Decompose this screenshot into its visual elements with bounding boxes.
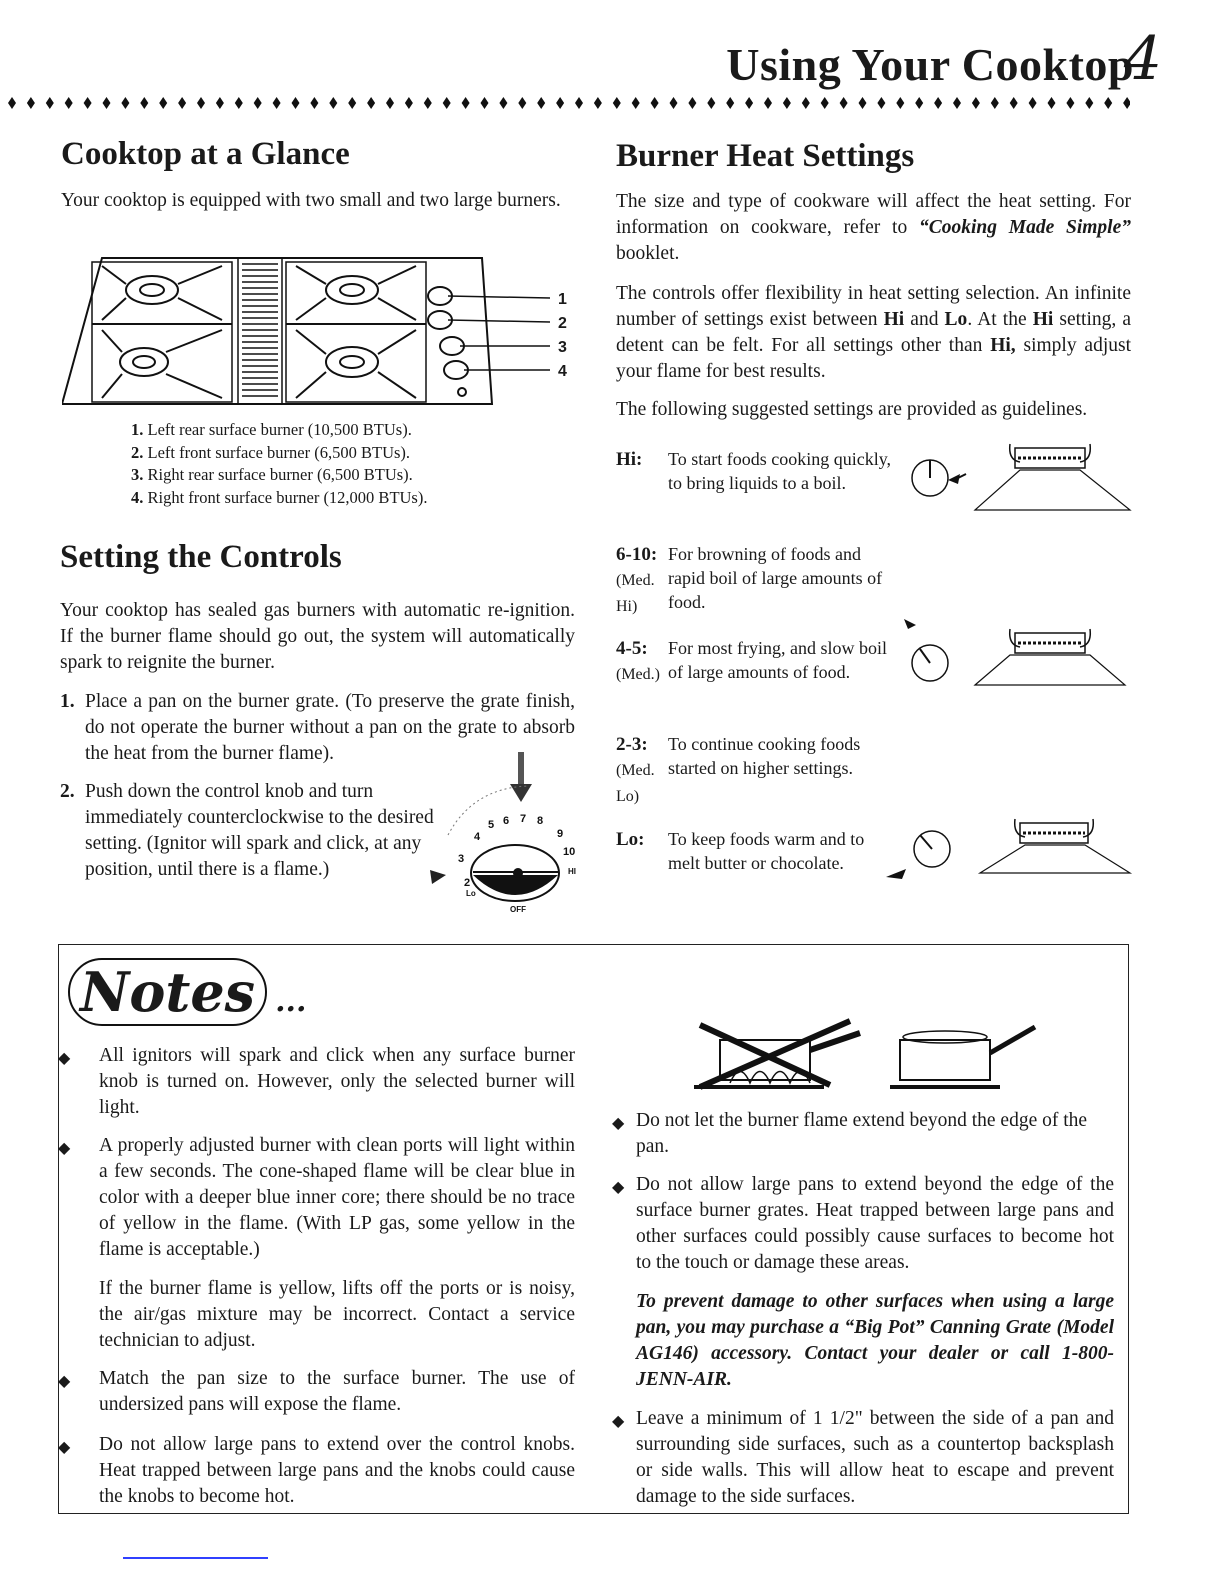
diamond-mark [896, 97, 904, 109]
diamond-mark [934, 97, 942, 109]
knob-number: 6 [503, 815, 510, 827]
diamond-mark [84, 97, 92, 109]
diamond-mark [594, 97, 602, 109]
page-title: Using Your Cooktop [726, 39, 1134, 90]
controls-intro: Your cooktop has sealed gas burners with automatic re-ignition. If the burner flame should go out, the system will automatically spark to reignite the burner. [60, 600, 575, 673]
knob-number: 4 [474, 831, 481, 843]
diamond-mark [651, 97, 659, 109]
diamond-mark [537, 97, 545, 109]
diamond-mark [632, 97, 640, 109]
diamond-mark [254, 97, 262, 109]
diamond-mark [235, 97, 243, 109]
knob-number: 7 [520, 813, 527, 825]
heat-para-3: The following suggested settings are provided as guidelines. [616, 399, 1088, 420]
diamond-mark [46, 97, 54, 109]
diamond-mark [1010, 97, 1018, 109]
diamond-mark [953, 97, 961, 109]
diamond-mark [140, 97, 148, 109]
diamond-mark [8, 97, 16, 109]
knob-hi-label: HI [568, 867, 576, 876]
diamond-mark [329, 97, 337, 109]
lo-setting-illustration [880, 815, 1140, 895]
diamond-mark [877, 97, 885, 109]
pan-size-illustration [690, 1015, 1040, 1095]
cooktop-diagram [62, 254, 582, 412]
knob-number: 3 [458, 853, 465, 865]
diamond-mark [1085, 97, 1093, 109]
footer-rule [123, 1557, 268, 1559]
diamond-mark [915, 97, 923, 109]
diamond-mark [405, 97, 413, 109]
section-heading-heat: Burner Heat Settings [616, 138, 915, 174]
diamond-mark [443, 97, 451, 109]
knob-number: 8 [537, 815, 544, 827]
diamond-mark [613, 97, 621, 109]
diamond-mark [972, 97, 980, 109]
diamond-mark [707, 97, 715, 109]
notes-title: Notes ... [68, 960, 306, 1024]
diamond-mark [802, 97, 810, 109]
diamond-mark [27, 97, 35, 109]
diamond-mark [121, 97, 129, 109]
diamond-mark [745, 97, 753, 109]
heat-para-2: The controls offer flexibility in heat setting selection. An infinite number of settings exist between Hi and Lo. At the Hi setting, a detent can be felt. For all settings other than Hi, simply adjust your flame for best results. [616, 283, 1131, 382]
knob-off-label: OFF [510, 905, 526, 914]
page-number: 4 [1123, 24, 1162, 94]
diamond-mark [1104, 97, 1112, 109]
diamond-mark [688, 97, 696, 109]
diamond-mark [556, 97, 564, 109]
knob-number: 5 [488, 819, 495, 831]
diamond-rule [6, 93, 1130, 113]
callout-1: 1 [558, 291, 567, 308]
diamond-mark [840, 97, 848, 109]
diamond-mark [1123, 97, 1130, 109]
diamond-mark [991, 97, 999, 109]
diamond-mark [273, 97, 281, 109]
callout-3: 3 [558, 339, 567, 356]
diamond-mark [292, 97, 300, 109]
callout-2: 2 [558, 315, 567, 332]
diamond-mark [575, 97, 583, 109]
diamond-mark [462, 97, 470, 109]
diamond-mark [764, 97, 772, 109]
diamond-mark [159, 97, 167, 109]
diamond-mark [518, 97, 526, 109]
diamond-mark [216, 97, 224, 109]
heat-para-1: The size and type of cookware will affect the heat setting. For information on cookware, refer to “Cooking Made Simple” booklet. [616, 191, 1131, 264]
diamond-mark [1048, 97, 1056, 109]
diamond-mark [103, 97, 111, 109]
knob-number: 2 [464, 877, 471, 889]
diamond-mark [821, 97, 829, 109]
diamond-mark [310, 97, 318, 109]
diamond-mark [1029, 97, 1037, 109]
burner-legend [131, 419, 561, 509]
diamond-mark [859, 97, 867, 109]
section-heading-controls: Setting the Controls [60, 539, 342, 575]
diamond-mark [481, 97, 489, 109]
glance-intro: Your cooktop is equipped with two small and two large burners. [61, 190, 561, 211]
diamond-mark [178, 97, 186, 109]
diamond-mark [499, 97, 507, 109]
legend-item: 4. Right front surface burner (12,000 BTUs). [131, 487, 428, 507]
diamond-mark [726, 97, 734, 109]
callout-4: 4 [558, 363, 567, 380]
med-setting-illustration [900, 615, 1140, 695]
legend-item: 2. Left front surface burner (6,500 BTUs). [131, 442, 411, 462]
diamond-mark [197, 97, 205, 109]
diamond-mark [670, 97, 678, 109]
control-knob-diagram [418, 740, 588, 915]
knob-number: 10 [563, 846, 576, 858]
diamond-mark [1066, 97, 1074, 109]
knob-lo-label: Lo [466, 889, 476, 898]
diamond-mark [783, 97, 791, 109]
diamond-mark [386, 97, 394, 109]
section-heading-glance: Cooktop at a Glance [61, 136, 350, 172]
legend-item: 1. Left rear surface burner (10,500 BTUs). [131, 420, 412, 439]
knob-number: 9 [557, 828, 564, 840]
diamond-mark [65, 97, 73, 109]
legend-item: 3. Right rear surface burner (6,500 BTUs). [131, 465, 413, 484]
diamond-mark [367, 97, 375, 109]
diamond-mark [424, 97, 432, 109]
hi-setting-illustration [900, 440, 1140, 520]
diamond-mark [348, 97, 356, 109]
